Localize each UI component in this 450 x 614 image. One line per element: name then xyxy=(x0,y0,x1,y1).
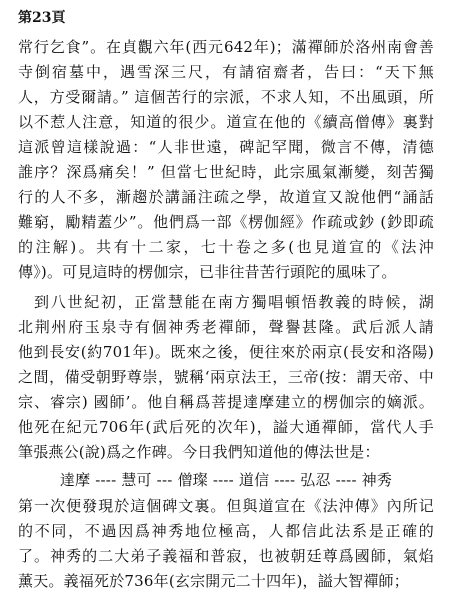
text-line-21: 了。神秀的二大弟子義福和普寂，也被朝廷尊爲國師，氣焰 xyxy=(18,547,434,565)
text-line-10: 傳》)。可見這時的楞伽宗，已非往昔苦行頭陀的風味了。 xyxy=(18,263,397,281)
text-line-11: 到八世紀初，正當慧能在南方獨唱頓悟教義的時候，湖 xyxy=(34,293,434,311)
text-line-1: 常行乞食”。在貞觀六年(西元642年)；滿禪師於洛州南會善 xyxy=(18,38,434,56)
text-line-16: 他死在紀元706年(武后死的次年)，謚大通禪師，當代人手 xyxy=(18,418,434,436)
text-line-12: 北荆州府玉泉寺有個神秀老禪師，聲譽甚隆。武后派人請 xyxy=(18,318,434,336)
text-line-3: 人，方受爾請。” 這個苦行的宗派，不求人知，不出風頭，所 xyxy=(18,88,434,106)
text-line-4: 以不惹人注意，知道的很少。道宣在他的《續高僧傳》裏對 xyxy=(18,113,434,131)
text-line-2: 寺倒宿墓中，遇雪深三尺，有請宿齋者，告曰：“天下無 xyxy=(18,63,434,81)
text-line-13: 他到長安(約701年)。既來之後，便往來於兩京(長安和洛陽) xyxy=(18,343,434,361)
text-line-8: 難窮，勵精蓋少”。他們爲一部《楞伽經》作疏或鈔 (鈔即疏 xyxy=(18,213,434,231)
text-line-15: 宗、睿宗) 國師’。他自稱爲菩提達摩建立的楞伽宗的嫡派。 xyxy=(18,393,434,411)
text-line-6: 誰序？深爲痛矣！” 但當七世紀時，此宗風氣漸變，刻苦獨 xyxy=(18,163,434,181)
text-line-22: 薰天。義福死於736年(玄宗開元二十四年)，謚大智禪師； xyxy=(18,572,409,590)
page-number: 第23頁 xyxy=(18,10,66,26)
text-line-5: 這派曾這樣說過：“人非世遠，碑記罕聞，微言不傳，清德 xyxy=(18,138,434,156)
text-line-14: 之間，備受朝野尊崇，號稱‘兩京法王，三帝(按：謂天帝、中 xyxy=(18,368,434,386)
text-line-19: 第一次便發現於這個碑文裏。但與道宣在《法沖傳》內所记 xyxy=(18,497,434,515)
text-line-9: 的注解)。共有十二家，七十卷之多(也見道宣的《法沖 xyxy=(18,238,434,256)
text-line-17: 筆張燕公(說)爲之作碑。今日我們知道他的傳法世是： xyxy=(18,443,380,461)
text-line-7: 行的人不多，漸趨於講誦注疏之學，故道宣又說他們“誦話 xyxy=(18,188,434,206)
text-line-20: 的不同，不過因爲神秀地位極高，人都信此法系是正確的 xyxy=(18,522,434,540)
lineage-line: 達摩 ---- 慧可 --- 僧璨 ---- 道信 ---- 弘忍 ---- 神秀 xyxy=(59,471,393,489)
